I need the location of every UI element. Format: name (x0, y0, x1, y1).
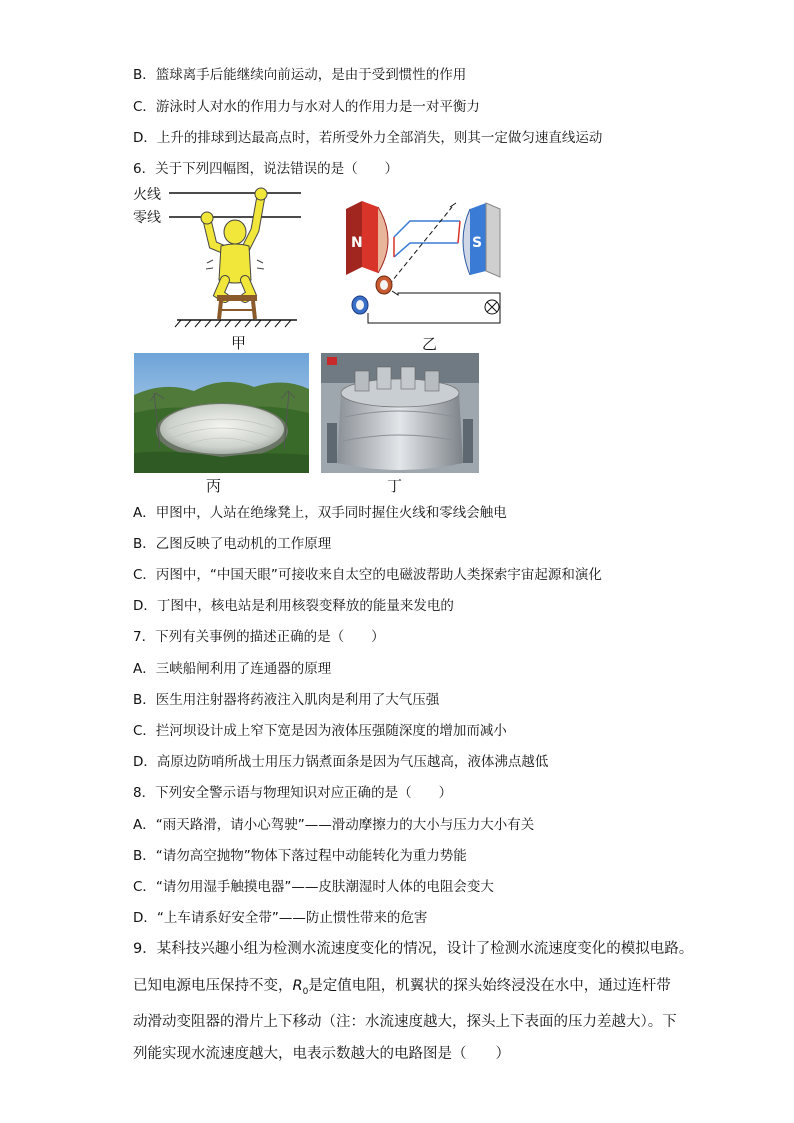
q8-option-d: D．“上车请系好安全带”——防止惯性带来的危害 (133, 910, 428, 926)
electrocution-illustration (133, 180, 313, 330)
fast-telescope-photo (134, 353, 309, 473)
q5-option-d: D．上升的排球到达最高点时，若所受外力全部消失，则其一定做匀速直线运动 (133, 130, 603, 146)
figure-yi-caption: 乙 (422, 335, 438, 353)
q9-line-2 (133, 977, 671, 1001)
q9-line-2-post: 是定值电阻，机翼状的探头始终浸没在水中，通过连杆带 (308, 978, 671, 994)
q6-option-d: D．丁图中，核电站是利用核裂变释放的能量来发电的 (133, 598, 454, 614)
r0-subscript: 0 (302, 986, 309, 997)
q6-option-b: B．乙图反映了电动机的工作原理 (133, 536, 332, 552)
q6-stem: 6．关于下列四幅图，说法错误的是（ ） (133, 161, 399, 177)
magnet-n-label: N (351, 235, 363, 251)
generator-illustration (340, 195, 510, 335)
figure-ding-caption: 丁 (387, 477, 403, 495)
figure-bing (134, 353, 309, 498)
q5-option-b: B．篮球离手后能继续向前运动，是由于受到惯性的作用 (133, 67, 467, 83)
q9-line-1: 9．某科技兴趣小组为检测水流速度变化的情况，设计了检测水流速度变化的模拟电路。 (133, 941, 694, 957)
q6-option-c: C．丙图中，“中国天眼”可接收来自太空的电磁波帮助人类探索宇宙起源和演化 (133, 567, 602, 583)
figure-yi (340, 195, 510, 355)
figure-jia (133, 180, 313, 355)
q7-option-c: C．拦河坝设计成上窄下宽是因为液体压强随深度的增加而减小 (133, 723, 507, 739)
q7-option-d: D．高原边防哨所战士用压力锅煮面条是因为气压越高，液体沸点越低 (133, 754, 549, 770)
q8-option-a: A．“雨天路滑，请小心驾驶”——滑动摩擦力的大小与压力大小有关 (133, 817, 535, 833)
q9-line-4: 列能实现水流速度越大，电表示数越大的电路图是（ ） (133, 1046, 510, 1062)
q9-line-3: 动滑动变阻器的滑片上下移动（注：水流速度越大，探头上下表面的压力差越大）。下 (133, 1014, 677, 1030)
zero-wire-label: 零线 (133, 210, 161, 226)
figure-bing-caption: 丙 (206, 477, 222, 495)
q7-stem: 7．下列有关事例的描述正确的是（ ） (133, 629, 385, 645)
q8-stem: 8．下列安全警示语与物理知识对应正确的是（ ） (133, 785, 453, 801)
q7-option-b: B．医生用注射器将药液注入肌肉是利用了大气压强 (133, 692, 440, 708)
q7-option-a: A．三峡船闸利用了连通器的原理 (133, 661, 332, 677)
r0-symbol: R (292, 978, 303, 994)
figure-jia-caption: 甲 (231, 334, 247, 352)
figure-ding (321, 353, 479, 498)
fire-wire-label: 火线 (133, 187, 161, 203)
q9-line-2-pre: 已知电源电压保持不变， (133, 978, 293, 994)
q8-option-b: B．“请勿高空抛物”物体下落过程中动能转化为重力势能 (133, 848, 467, 864)
nuclear-device-photo (321, 353, 479, 473)
q6-option-a: A．甲图中，人站在绝缘凳上，双手同时握住火线和零线会触电 (133, 505, 507, 521)
q5-option-c: C．游泳时人对水的作用力与水对人的作用力是一对平衡力 (133, 99, 480, 115)
magnet-s-label: S (472, 235, 483, 251)
q8-option-c: C．“请勿用湿手触摸电器”——皮肤潮湿时人体的电阻会变大 (133, 879, 494, 895)
